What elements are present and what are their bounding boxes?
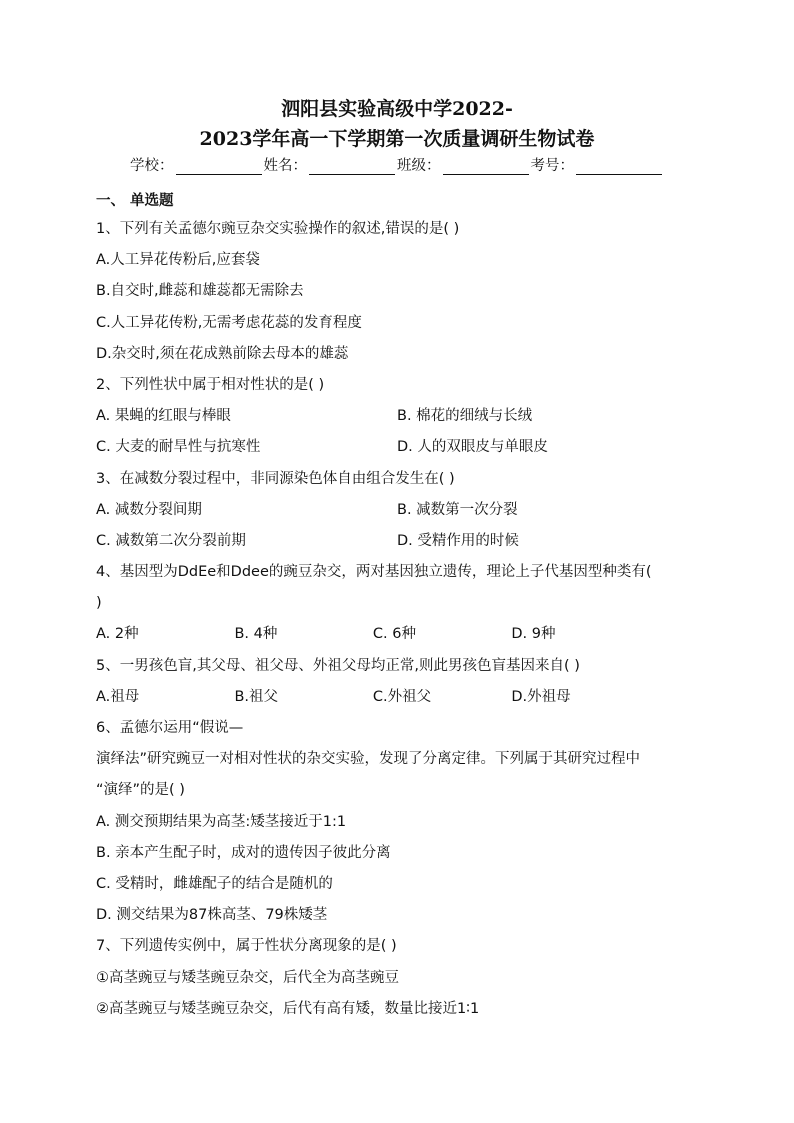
q7-item-1: ①高茎豌豆与矮茎豌豆杂交，后代全为高茎豌豆 [96,969,399,986]
exam-number-label: 考号： [530,158,574,174]
q3-stem: 3、在减数分裂过程中，非同源染色体自由组合发生在( ) [96,470,455,487]
q2-option-c: C. 大麦的耐旱性与抗寒性 [96,439,261,456]
question-list [96,188,698,1025]
name-label: 姓名： [263,158,307,174]
exam-number-blank [576,158,662,175]
q6-option-b: B. 亲本产生配子时，成对的遗传因子彼此分离 [96,844,391,861]
q7-item-2: ②高茎豌豆与矮茎豌豆杂交，后代有高有矮，数量比接近1∶1 [96,1000,480,1017]
q6-option-d: D. 测交结果为87株高茎、79株矮茎 [96,907,328,924]
q4-option-a: A. 2种 [96,626,139,643]
q3-option-b: B. 减数第一次分裂 [397,501,518,518]
q2-option-a: A. 果蝇的红眼与棒眼 [96,408,231,425]
q2-options-row2 [96,432,698,463]
q2-option-b: B. 棉花的细绒与长绒 [397,408,533,425]
q3-option-a: A. 减数分裂间期 [96,501,202,518]
class-blank [443,158,529,175]
q5-option-b: B.祖父 [234,688,279,705]
q2-options-row1 [96,401,698,432]
school-blank [176,158,262,175]
q5-option-c: C.外祖父 [372,688,432,705]
q4-option-d: D. 9种 [511,626,556,643]
q1-option-a: A.人工异花传粉后,应套袋 [96,252,260,269]
q1-option-b: B.自交时,雌蕊和雄蕊都无需除去 [96,283,304,300]
q6-option-a: A. 测交预期结果为高茎:矮茎接近于1:1 [96,813,347,830]
q3-options-row1 [96,495,698,526]
exam-title-line1: 泗阳县实验高级中学2022- [281,98,513,120]
q4-options-row [96,619,698,650]
q5-stem: 5、一男孩色盲,其父母、祖父母、外祖父母均正常,则此男孩色盲基因来自( ) [96,657,580,674]
exam-title-line2: 2023学年高一下学期第一次质量调研生物试卷 [199,128,595,150]
q3-option-c: C. 减数第二次分裂前期 [96,532,246,549]
q5-option-d: D.外祖母 [511,688,571,705]
q6-stem-line2: 演绎法”研究豌豆一对相对性状的杂交实验，发现了分离定律。下列属于其研究过程中 [96,751,641,768]
q4-option-b: B. 4种 [234,626,278,643]
q2-option-d: D. 人的双眼皮与单眼皮 [397,439,548,456]
q1-option-c: C.人工异花传粉,无需考虑花蕊的发育程度 [96,314,362,331]
q4-stem-line1: 4、基因型为DdEe和Ddee的豌豆杂交，两对基因独立遗传，理论上子代基因型种类有( [96,564,652,581]
q4-option-c: C. 6种 [372,626,416,643]
q6-option-c: C. 受精时，雌雄配子的结合是随机的 [96,875,333,892]
school-label: 学校： [130,158,174,174]
q1-stem: 1、下列有关孟德尔豌豆杂交实验操作的叙述,错误的是( ) [96,221,460,237]
q7-stem: 7、下列遗传实例中，属于性状分离现象的是( ) [96,938,397,955]
student-info-line [96,154,698,175]
q5-options-row [96,682,698,713]
class-label: 班级： [397,158,441,174]
q2-stem: 2、下列性状中属于相对性状的是( ) [96,376,325,393]
q5-option-a: A.祖母 [96,688,140,705]
q3-option-d: D. 受精作用的时候 [397,532,519,549]
q6-stem-line3: “演绎”的是( ) [96,782,185,799]
q1-option-d: D.杂交时,须在花成熟前除去母本的雄蕊 [96,345,349,362]
name-blank [309,158,395,175]
section-heading: 一、 单选题 [96,192,174,209]
q6-stem-line1: 6、孟德尔运用“假说— [96,720,244,736]
q3-options-row2 [96,526,698,557]
q4-stem-line2: ) [96,595,102,612]
